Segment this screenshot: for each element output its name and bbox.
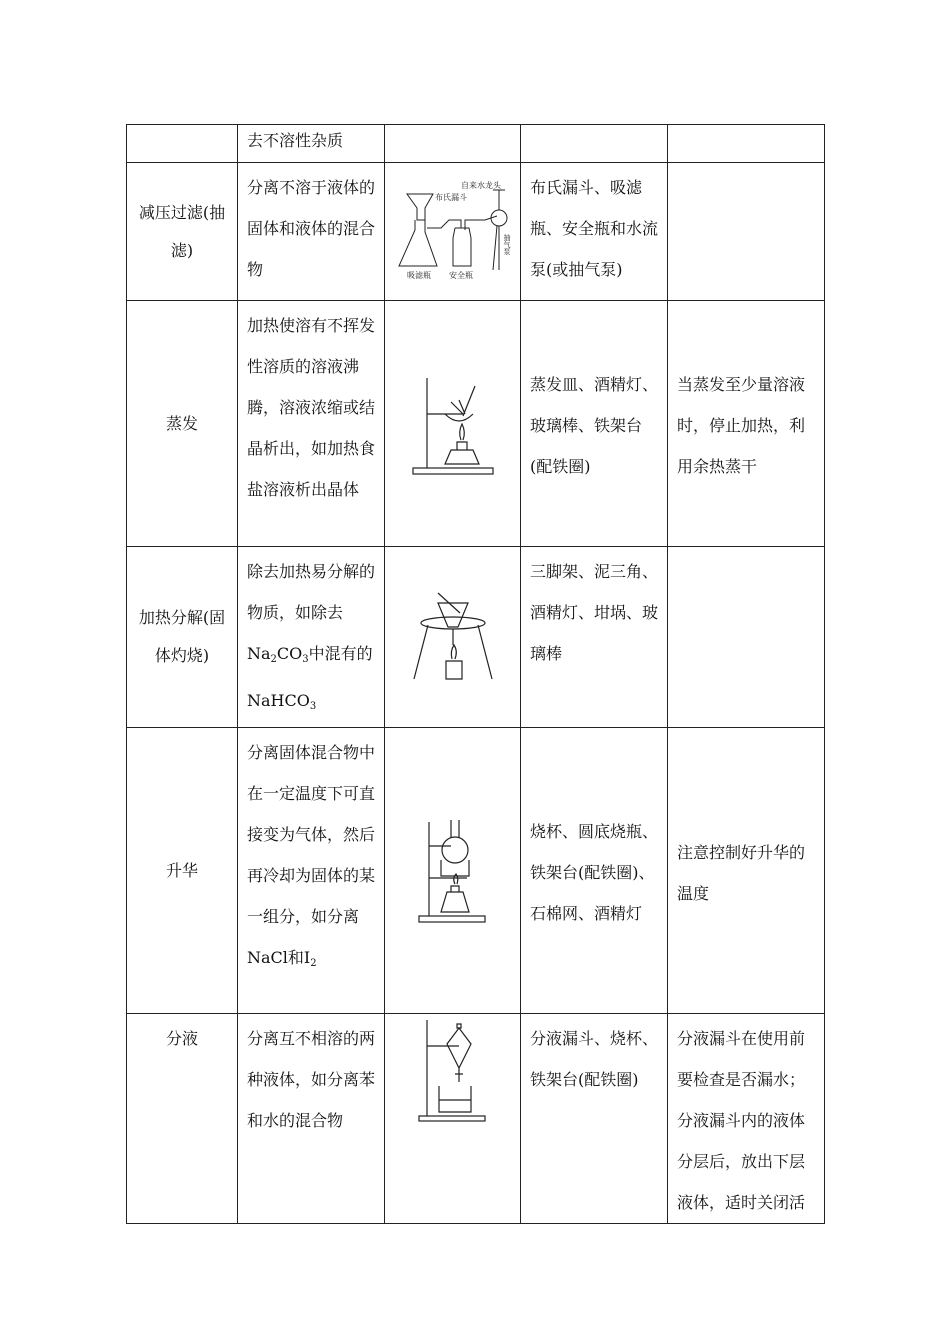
purpose-text: 中混有的NaHCO [247,644,373,710]
method-cell: 升华 [127,728,238,1014]
apparatus-cell: 烧杯、圆底烧瓶、铁架台(配铁圈)、石棉网、酒精灯 [521,728,668,1014]
subscript: 2 [310,958,317,969]
method-cell: 减压过滤(抽滤) [127,163,238,301]
purpose-cell: 去不溶性杂质 [238,125,385,163]
figure-cell [385,547,521,728]
method-cell [127,125,238,163]
separation-methods-table [126,124,825,1224]
crucible-heating-diagram [408,587,498,687]
sublimation-diagram [411,812,495,930]
notes-cell: 分液漏斗在使用前要检查是否漏水；分液漏斗内的液体分层后，放出下层液体，适时关闭活 [668,1014,825,1224]
method-cell: 加热分解(固体灼烧) [127,547,238,728]
notes-cell [668,547,825,728]
notes-cell: 当蒸发至少量溶液时，停止加热，利用余热蒸干 [668,301,825,547]
figure-cell [385,125,521,163]
figure-cell [385,163,521,301]
figure-cell [385,1014,521,1224]
purpose-cell [238,547,385,728]
separatory-funnel-diagram [413,1016,493,1124]
figure-cell [385,728,521,1014]
method-cell: 蒸发 [127,301,238,547]
purpose-cell: 分离不溶于液体的固体和液体的混合物 [238,163,385,301]
notes-cell [668,163,825,301]
evaporation-diagram [403,364,503,484]
separation-methods-table-wrapper [126,124,824,1224]
apparatus-cell [521,125,668,163]
method-cell: 分液 [127,1014,238,1224]
table-row [127,728,825,1014]
subscript: 3 [309,701,317,712]
apparatus-cell: 蒸发皿、酒精灯、玻璃棒、铁架台(配铁圈) [521,301,668,547]
purpose-cell: 加热使溶有不挥发性溶质的溶液沸腾，溶液浓缩或结晶析出，如加热食盐溶液析出晶体 [238,301,385,547]
notes-cell: 注意控制好升华的温度 [668,728,825,1014]
apparatus-cell: 布氏漏斗、吸滤瓶、安全瓶和水流泵(或抽气泵) [521,163,668,301]
figure-label-funnel: 布氏漏斗 [434,192,467,202]
apparatus-cell: 三脚架、泥三角、酒精灯、坩埚、玻璃棒 [521,547,668,728]
notes-cell [668,125,825,163]
purpose-cell: 分离互不相溶的两种液体，如分离苯和水的混合物 [238,1014,385,1224]
table-row [127,125,825,163]
figure-label-flask: 吸滤瓶 [406,270,431,280]
figure-label-safety: 安全瓶 [448,270,473,280]
purpose-text: CO [276,644,303,663]
table-row [127,1014,825,1224]
table-row [127,547,825,728]
apparatus-cell: 分液漏斗、烧杯、铁架台(配铁圈) [521,1014,668,1224]
subscript: 2 [270,654,277,665]
vacuum-filtration-diagram [389,180,517,284]
subscript: 3 [302,654,309,665]
table-row [127,301,825,547]
table-row [127,163,825,301]
figure-label-pump: 抽气泵 [502,233,511,255]
purpose-cell [238,728,385,1014]
purpose-text: 分离固体混合物中在一定温度下可直接变为气体，然后再冷却为固体的某一组分，如分离NaCl和I [247,743,376,967]
figure-label-tap: 自来水龙头 [460,180,501,190]
purpose-text: 除去加热易分解的物质，如除去Na [247,562,376,663]
figure-cell [385,301,521,547]
